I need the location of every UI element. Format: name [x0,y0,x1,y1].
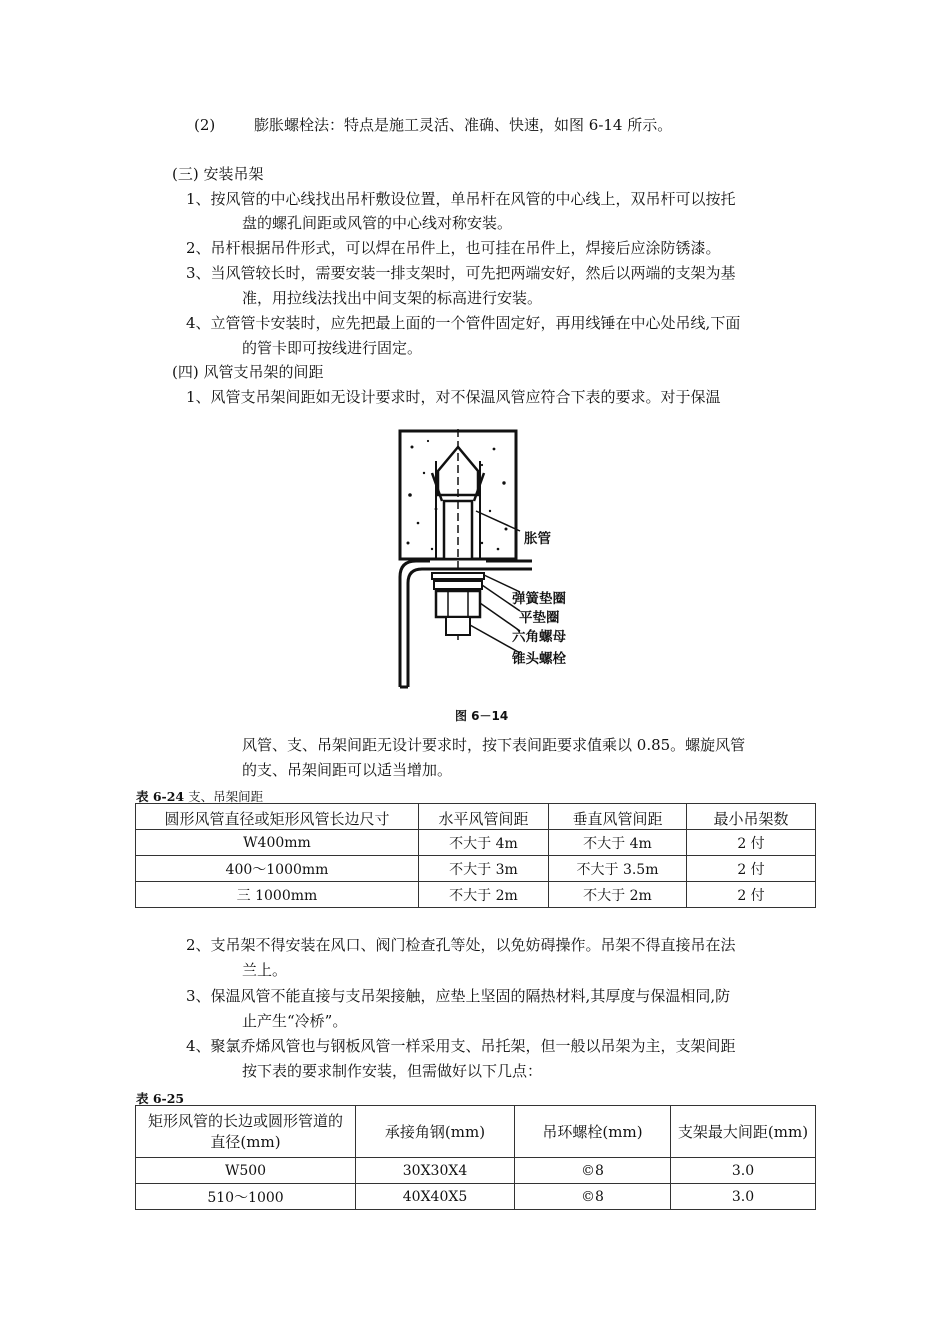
section-title-spacing: (四) 风管支吊架的间距 [172,363,324,381]
bolt-end [446,617,470,635]
list-item: 2、吊杆根据吊件形式，可以焊在吊件上，也可挂在吊件上，焊接后应涂防锈漆。 [186,239,721,257]
list-item: 4、立管管卡安装时，应先把最上面的一个管件固定好，再用线锤在中心处吊线,下面 [186,314,741,332]
pvc-hanger-table [135,1105,816,1210]
section-title-install-hanger: (三) 安装吊架 [172,165,264,183]
table-row [136,1158,816,1184]
spacing-table [135,803,816,908]
table-row [136,856,816,882]
table-cell: ©8 [515,1158,671,1184]
list-number: (2) [194,116,216,134]
table-cell: 2 付 [687,882,816,908]
paragraph-cont: 的支、吊架间距可以适当增加。 [242,761,453,779]
paragraph-cont: 风管、支、吊架间距无设计要求时，按下表间距要求值乘以 0.85。螺旋风管 [242,736,746,754]
table-cell: 3.0 [671,1158,816,1184]
list-item: 1、按风管的中心线找出吊杆敷设位置，单吊杆在风管的中心线上，双吊杆可以按托 [186,190,736,208]
hex-nut [436,591,480,617]
list-item-cont: 按下表的要求制作安装，但需做好以下几点： [242,1062,543,1080]
table-cell: 不大于 3m [419,856,549,882]
table-cell: 不大于 4m [419,830,549,856]
table-cell: W400mm [136,830,419,856]
list-item-cont: 兰上。 [242,961,288,979]
table-row [136,882,816,908]
list-item: 2、支吊架不得安装在风口、阀门检查孔等处，以免妨碍操作。吊架不得直接吊在法 [186,936,736,954]
list-item: 4、聚氯乔烯风管也与钢板风管一样采用支、吊托架，但一般以吊架为主，支架间距 [186,1037,736,1055]
label-expansion-tube: 胀管 [524,531,551,547]
label-flat-washer: 平垫圈 [519,610,560,626]
label-hex-nut: 六角螺母 [512,629,566,645]
table-header-row [136,804,816,830]
table-cell: 2 付 [687,856,816,882]
table-row [136,1184,816,1210]
table-cell: 510〜1000 [136,1184,356,1210]
table-header-cell: 承接角钢(mm) [356,1106,515,1158]
flat-washer [434,581,482,589]
table-cell: 不大于 4m [549,830,687,856]
label-cone-bolt: 锥头螺栓 [512,651,566,667]
table-header-cell: 矩形风管的长边或圆形管道的直径(mm) [136,1106,356,1158]
list-item-cont: 止产生“冷桥”。 [242,1012,348,1030]
table-cell: 40X40X5 [356,1184,515,1210]
label-spring-washer: 弹簧垫圈 [512,591,566,607]
paragraph-expansion-bolt: 膨胀螺栓法：特点是施工灵活、准确、快速，如图 6-14 所示。 [254,116,673,134]
table-header-row [136,1106,816,1158]
table-number: 表 6-25 [136,1091,185,1106]
table-cell: 30X30X4 [356,1158,515,1184]
table-cell: 不大于 2m [549,882,687,908]
table-header-cell: 最小吊架数 [687,804,816,830]
list-item-cont: 盘的螺孔间距或风管的中心线对称安装。 [242,214,513,232]
list-item: 1、风管支吊架间距如无设计要求时，对不保温风管应符合下表的要求。对于保温 [186,388,721,406]
table-header-cell: 垂直风管间距 [549,804,687,830]
expansion-bolt-figure [372,425,592,720]
table-row [136,830,816,856]
list-item: 3、保温风管不能直接与支吊架接触，应垫上坚固的隔热材料,其厚度与保温相同,防 [186,987,731,1005]
table-cell: 三 1000mm [136,882,419,908]
table-cell: 2 付 [687,830,816,856]
table-cell: 不大于 3.5m [549,856,687,882]
table-cell: 3.0 [671,1184,816,1210]
table-header-cell: 支架最大间距(mm) [671,1106,816,1158]
table-cell: ©8 [515,1184,671,1210]
list-item-cont: 的管卡即可按线进行固定。 [242,339,423,357]
list-item: 3、当风管较长时，需要安装一排支架时，可先把两端安好，然后以两端的支架为基 [186,264,736,282]
table-header-cell: 圆形风管直径或矩形风管长边尺寸 [136,804,419,830]
list-item-cont: 准，用拉线法找出中间支架的标高进行安装。 [242,289,543,307]
table-cell: 不大于 2m [419,882,549,908]
table-number: 表 6-24 [136,789,185,804]
table-title: 支、吊架间距 [184,789,264,804]
table-header-cell: 吊环螺栓(mm) [515,1106,671,1158]
table-header-cell: 水平风管间距 [419,804,549,830]
table-cell: W500 [136,1158,356,1184]
spring-washer [432,573,484,579]
figure-caption: 图 6－14 [455,709,509,723]
table-cell: 400〜1000mm [136,856,419,882]
